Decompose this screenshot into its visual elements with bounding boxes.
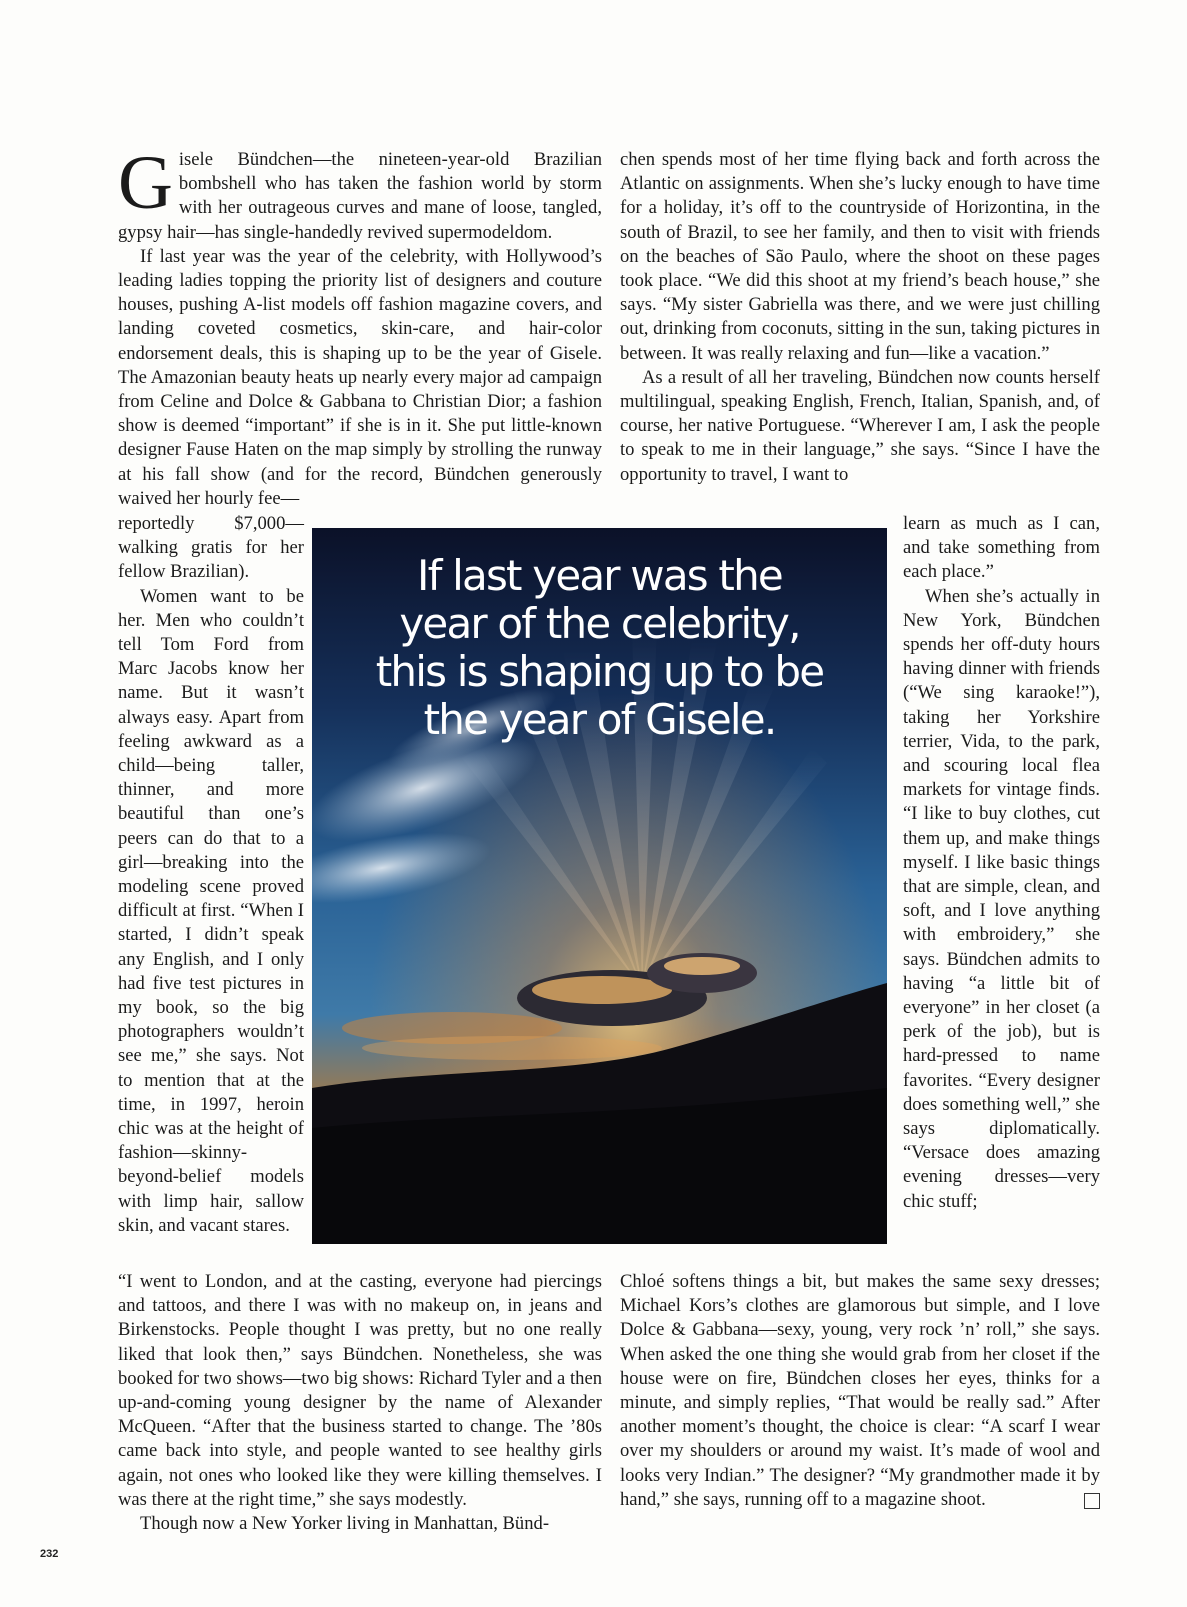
article-column-left-narrow (118, 512, 304, 1238)
drop-cap: G (118, 141, 173, 225)
article-paragraph: If last year was the year of the celebrity, with Hollywood’s leading ladies topping the priority list of designers and couture houses, pushing A-list models off fashion magazine covers, and landing coveted cosmetics, skin-care, and hair-color endorsement deals, this is shaping up to be the year of Gisele. The Amazonian beauty heats up nearly every major ad campaign from Celine and Dolce & Gabbana to Christian Dior; a fashion show is deemed “important” if she is in it. She put little-known designer Fause Haten on the map simply by strolling the runway at his fall show (and for the record, Bündchen generously waived her hourly fee— (118, 245, 602, 509)
article-paragraph: Women want to be her. Men who couldn’t tell Tom Ford from Marc Jacobs know her name. But it wasn’t always easy. Apart from feeling awkward as a child—being taller, thinner, and more beautiful than one’s peers can do that to a girl—breaking into the modeling scene proved difficult at first. “When I started, I didn’t speak any English, and I only had five test pictures in my book, so the big photographers wouldn’t see me,” she says. Not to mention that at the time, in 1997, heroin chic was at the height of fashion—skinny-beyond-belief models with limp hair, sallow skin, and vacant stares. (118, 585, 304, 1236)
pull-quote-line: the year of Gisele. (423, 695, 776, 744)
article-paragraph: learn as much as I can, and take something from each place.” (903, 513, 1100, 583)
article-column-left-bottom (118, 1270, 602, 1536)
article-column-right-bottom (620, 1270, 1100, 1512)
article-paragraph: Though now a New Yorker living in Manhattan, Bünd- (140, 1513, 550, 1535)
pull-quote (312, 552, 887, 744)
article-paragraph (620, 1270, 1100, 1512)
page-number: 232 (40, 1548, 59, 1560)
article-column-right-top (620, 148, 1100, 487)
paragraph-text: isele Bündchen—the nineteen-year-old Brazilian bombshell who has taken the fashion world by storm with her outrageous curves and mane of loose, tangled, gypsy hair—has single-handedly revived supermodeldom. (118, 149, 602, 243)
article-paragraph: chen spends most of her time flying back and forth across the Atlantic on assignments. When she’s lucky enough to have time for a holiday, it’s off to the countryside of Horizontina, in the south of Brazil, to see her family, and then to visit with friends on the beaches of São Paulo, where the shoot on these pages took place. “We did this shoot at my friend’s beach house,” she says. “My sister Gabriella was there, and we were just chilling out, drinking from coconuts, sitting in the sun, taking pictures in between. It was really relaxing and fun—like a vacation.” (620, 149, 1100, 364)
paragraph-text: Chloé softens things a bit, but makes the same sexy dresses; Michael Kors’s clothes are glamorous but simple, and I love Dolce & Gabbana—sexy, young, very rock ’n’ roll,” she says. When asked the one thing she would grab from her closet if the house were on fire, Bündchen closes her eyes, thinks for a minute, and simply replies, “That would be really sad.” After another moment’s thought, the choice is clear: “A scarf I wear over my shoulders or around my waist. It’s made of wool and looks very Indian.” The designer? “My grandmother made it by hand,” she says, running off to a magazine shoot. (620, 1271, 1100, 1510)
article-paragraph: “I went to London, and at the casting, everyone had piercings and tattoos, and there I was with no makeup on, in jeans and Birkenstocks. People thought I was pretty, but no one really liked that look then,” says Bündchen. Nonetheless, she was booked for two shows—two big shows: Richard Tyler and a then up-and-coming young designer by the name of Alexander McQueen. “After that the business started to change. The ’80s came back into style, and people wanted to see healthy girls again, not ones who looked like they were killing themselves. I was there at the right time,” she says modestly. (118, 1271, 602, 1510)
article-column-left-top (118, 141, 602, 511)
end-mark-icon (1084, 1493, 1100, 1509)
article-paragraph: As a result of all her traveling, Bündchen now counts herself multilingual, speaking English, French, Italian, Spanish, and, of course, her native Portuguese. “Wherever I am, I ask the people to speak to me in their language,” she says. “Since I have the opportunity to travel, I want to (620, 366, 1100, 485)
article-paragraph (118, 141, 602, 245)
pull-quote-line: If last year was the (417, 551, 782, 600)
article-column-right-narrow (903, 512, 1100, 1214)
article-paragraph: When she’s actually in New York, Bündchen spends her off-duty hours having dinner with friends (“We sing karaoke!”), taking her Yorkshire terrier, Vida, to the park, and scouring local flea markets for vintage finds. “I like to buy clothes, cut them up, and make things myself. I like basic things that are simple, clean, and soft, and I love anything with embroidery,” she says. Bündchen admits to having “a little bit of everyone” in her closet (a perk of the job), but is hard-pressed to name favorites. “Every designer does something well,” she says diplomatically. “Versace does amazing evening dresses—very chic stuff; (903, 585, 1100, 1212)
pull-quote-line: year of the celebrity, (399, 599, 800, 648)
pull-quote-line: this is shaping up to be (375, 647, 824, 696)
article-paragraph: reportedly $7,000—walking gratis for her fellow Brazilian). (118, 513, 304, 583)
